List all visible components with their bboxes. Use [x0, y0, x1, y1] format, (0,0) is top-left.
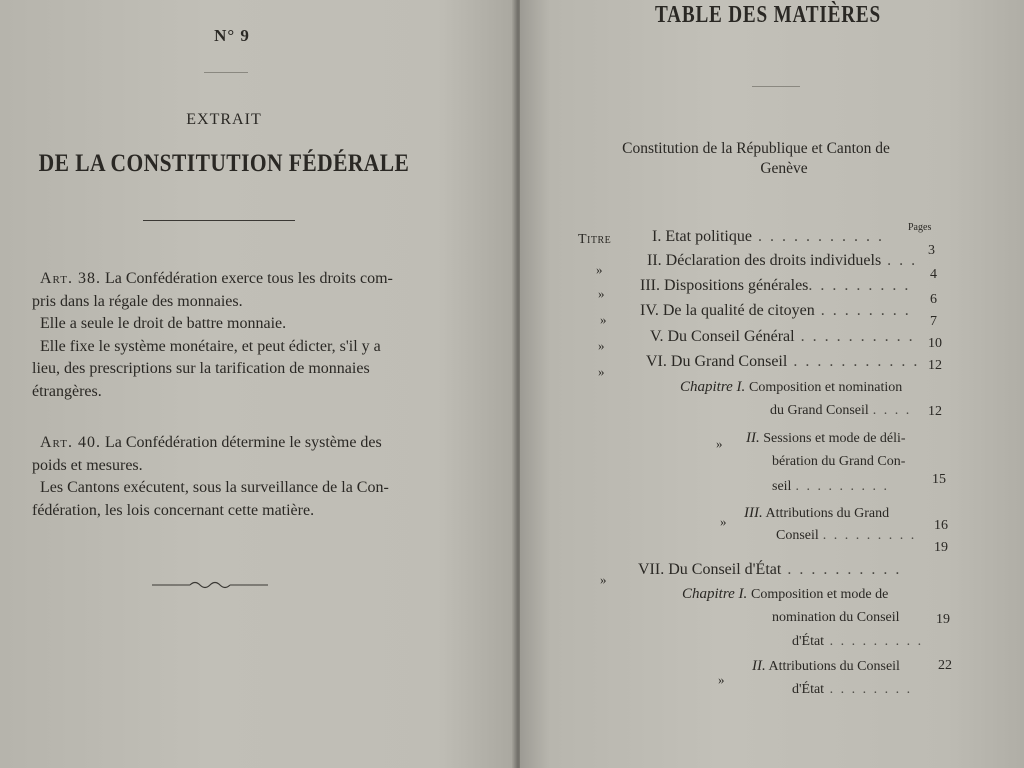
toc-text: Du Grand Conseil — [670, 353, 788, 370]
toc-page-number: 7 — [930, 314, 937, 329]
art38-line5: lieu, des prescriptions sur la tarification de monnaies — [32, 360, 370, 377]
toc-entry — [638, 561, 901, 579]
chapter-text: d'État — [792, 682, 825, 697]
toc-entry — [647, 252, 917, 270]
art38-label: Art. 38. — [40, 270, 101, 287]
chapter-text: bération du Grand Con- — [772, 454, 906, 469]
toc-chapter — [682, 586, 888, 603]
toc-subtitle-line2: Genève — [760, 160, 808, 177]
article-38 — [32, 268, 420, 403]
ditto-mark: » — [598, 286, 605, 301]
toc-page-number: 6 — [930, 292, 937, 307]
toc-dots: . . . — [881, 252, 918, 269]
toc-dots: . . . . . . . . — [814, 302, 911, 319]
chapter-label: II. — [746, 430, 760, 446]
extrait-heading: EXTRAIT — [186, 111, 262, 128]
art40-line3: Les Cantons exécutent, sous la surveillance de la Con- — [40, 479, 389, 496]
toc-chapter-cont — [792, 682, 912, 698]
toc-dots: . . . . . . . . . — [822, 528, 917, 543]
toc-page-number: 19 — [936, 612, 950, 627]
constitution-title: DE LA CONSTITUTION FÉDÉRALE — [38, 150, 410, 177]
pages-label: Pages — [908, 222, 932, 233]
toc-chapter-cont — [776, 528, 916, 544]
toc-numeral: I. — [652, 228, 662, 245]
toc-title: TABLE DES MATIÈRES — [654, 2, 882, 28]
ditto-mark: » — [716, 436, 723, 451]
toc-dots: . . . . . . . . — [824, 682, 913, 697]
toc-dots: . . . . . . . . . . . — [787, 353, 920, 370]
toc-entry — [640, 302, 911, 320]
chapter-text: du Grand Conseil — [770, 403, 869, 418]
art40-label: Art. 40. — [40, 434, 101, 451]
toc-entry — [652, 228, 884, 246]
toc-page-number: 12 — [928, 404, 942, 419]
art40-line4: fédération, les lois concernant cette matière. — [32, 501, 315, 519]
toc-chapter — [752, 658, 900, 675]
chapter-text: d'État — [792, 634, 825, 649]
toc-page-number: 12 — [928, 358, 942, 373]
toc-page-number: 22 — [938, 658, 952, 673]
ditto-mark: » — [720, 514, 727, 529]
ditto-mark: » — [598, 364, 605, 379]
article-40 — [32, 432, 420, 522]
toc-dots: . . . . . . . . . . . — [751, 228, 884, 245]
toc-small-rule — [752, 86, 800, 87]
toc-page-number: 16 — [934, 518, 948, 533]
toc-chapter-cont — [772, 479, 889, 495]
toc-dots: . . . . . . . . . — [795, 479, 889, 494]
toc-dots: . . . . . . . . . . — [781, 561, 902, 578]
toc-numeral: III. — [640, 277, 660, 294]
art40-line2: poids et mesures. — [32, 456, 143, 474]
art38-line4: Elle fixe le système monétaire, et peut édicter, s'il y a — [40, 337, 381, 355]
ditto-mark: » — [600, 572, 607, 587]
toc-chapter — [744, 505, 889, 522]
toc-page-number: 3 — [928, 243, 935, 258]
toc-page-number: 10 — [928, 336, 942, 351]
toc-dots: . . . . . . . . . — [808, 277, 911, 294]
toc-entry — [646, 353, 919, 371]
ditto-mark: » — [600, 312, 607, 327]
toc-numeral: V. — [650, 328, 664, 345]
toc-dots: . . . . . . . . . — [824, 634, 924, 649]
toc-text: De la qualité de citoyen — [662, 302, 815, 319]
chapter-text: Attributions du Grand — [765, 506, 890, 521]
toc-chapter-cont — [792, 634, 923, 650]
toc-numeral: VII. — [638, 561, 665, 578]
toc-chapter — [746, 430, 906, 447]
toc-dots: . . . . . . . . . . — [794, 328, 915, 345]
toc-subtitle-line1: Constitution de la République et Canton de — [622, 140, 890, 157]
small-rule — [204, 72, 248, 73]
chapter-label: II. — [752, 658, 766, 674]
title-rule — [143, 220, 295, 221]
chapter-text: nomination du Conseil — [772, 610, 900, 625]
toc-page-number: 19 — [934, 540, 948, 555]
toc-numeral: II. — [647, 252, 662, 269]
toc-entry — [650, 328, 915, 346]
page-number: N° 9 — [214, 26, 250, 45]
chapter-text: Attributions du Conseil — [768, 659, 900, 674]
ornament-icon — [150, 578, 270, 592]
toc-chapter-cont — [770, 403, 911, 419]
chapter-text: Composition et nomination — [749, 380, 903, 395]
toc-text: Du Conseil d'État — [668, 561, 782, 578]
ditto-mark: » — [596, 262, 603, 277]
art38-line1: La Confédération exerce tous les droits com- — [100, 270, 393, 287]
titre-label: Titre — [578, 232, 612, 247]
toc-chapter — [680, 379, 902, 396]
toc-dots: . . . . — [872, 403, 912, 418]
toc-text: Déclaration des droits individuels — [665, 252, 882, 269]
ditto-mark: » — [718, 672, 725, 687]
chapter-text: Conseil — [776, 528, 819, 543]
toc-text: Dispositions générales — [663, 277, 809, 294]
toc-entry — [640, 277, 910, 295]
art40-line1: La Confédération détermine le système des — [100, 434, 382, 451]
art38-line2: pris dans la régale des monnaies. — [32, 292, 243, 310]
chapter-text: Sessions et mode de déli- — [763, 431, 906, 446]
chapter-text: Composition et mode de — [751, 587, 889, 602]
chapter-text: seil — [772, 479, 792, 494]
toc-numeral: VI. — [646, 353, 667, 370]
art38-line3: Elle a seule le droit de battre monnaie. — [40, 315, 287, 332]
chapter-label: Chapitre I. — [682, 586, 748, 602]
toc-text: Etat politique — [665, 228, 752, 245]
toc-text: Du Conseil Général — [667, 328, 795, 345]
chapter-label: Chapitre I. — [680, 379, 746, 395]
ditto-mark: » — [598, 338, 605, 353]
art38-line6: étrangères. — [32, 382, 102, 400]
toc-numeral: IV. — [640, 302, 659, 319]
chapter-label: III. — [744, 505, 763, 521]
toc-page-number: 15 — [932, 472, 946, 487]
toc-page-number: 4 — [930, 267, 937, 282]
